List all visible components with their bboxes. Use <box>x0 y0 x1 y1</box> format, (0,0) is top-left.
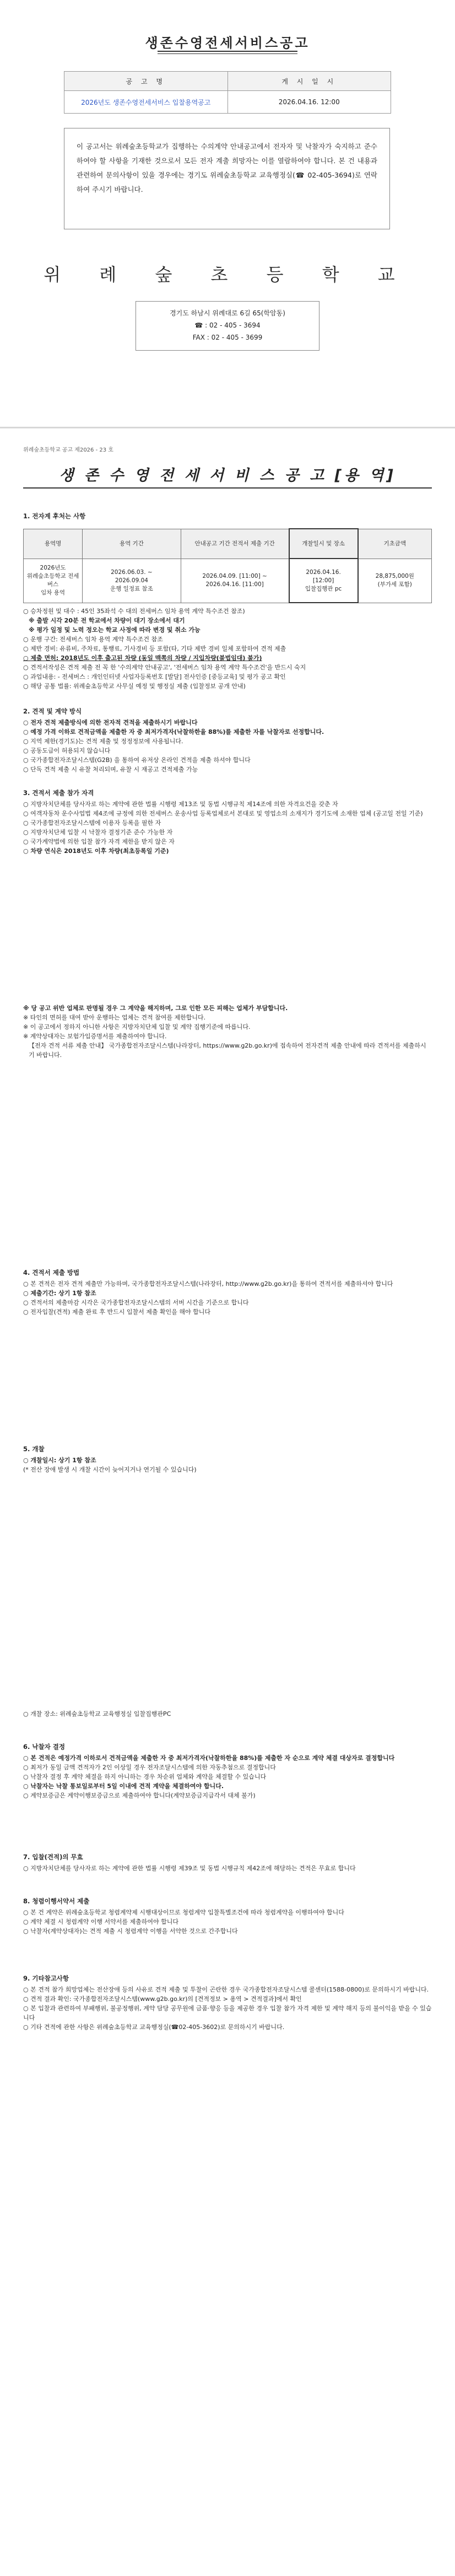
s6-line: ○ 계약보증금은 계약이행보증금으로 제출하여야 합니다(계약보증금지급각서 대체 불가) <box>23 1792 256 1799</box>
cell-opening: 2026.04.16. [12:00] 입찰집행관 pc <box>289 559 358 603</box>
section-9-title: 9. 기타참고사항 <box>23 1974 69 1982</box>
title-underline-thin <box>158 53 297 54</box>
note-line: ○ 해당 공통 법률: 위례숲초등학교 사무실 예정 및 행정실 제출 (입찰정보 공개 안내) <box>23 683 246 690</box>
s4-line: ○ 견적서의 제출마감 시각은 국가종합전자조달시스템의 서버 시간을 기준으로 합니다 <box>23 1299 249 1306</box>
address: 경기도 하남시 위례대로 6길 65(학암동) <box>170 309 285 317</box>
s2-line: ○ 예정 가격 이하로 견적금액을 제출한 자 중 최저가격자(낙찰하한율 88%)를 제출한 자를 낙찰자로 선정합니다. <box>23 728 324 736</box>
s9-line: ○ 본 견적 참가 희망업체는 전산장애 등의 사유로 견적 제출 및 투찰이 곤란한 경우 국가종합전자조달시스템 콜센터(1588-0800)로 문의하시기 바랍니다. <box>23 1986 429 1993</box>
s8-line: ○ 낙찰자(계약상대자)는 견적 제출 시 청렴계약 이행을 서약한 것으로 간주합니다 <box>23 1928 238 1935</box>
section-3-title: 3. 견적서 제출 참가 자격 <box>23 789 94 797</box>
header-post-date: 게 시 일 시 <box>228 72 391 91</box>
section-4-title: 4. 견적서 제출 방법 <box>23 1269 80 1276</box>
s6-line: ○ 낙찰자는 낙찰 통보일로부터 5일 이내에 견적 계약을 체결하여야 합니다. <box>23 1783 224 1790</box>
s8-line: ○ 계약 체결 시 청렴계약 이행 서약서를 제출하여야 합니다 <box>23 1918 178 1925</box>
s4-line: ○ 본 견적은 전자 견적 제출만 가능하며, 국가종합전자조달시스템(나라장터, http://www.g2b.go.kr)을 통하여 견적서를 제출하셔야 합니다 <box>23 1280 393 1287</box>
s3-line: ○ 지방자치단체를 당사자로 하는 계약에 관한 법률 시행령 제13조 및 동법 시행규칙 제14조에 의한 자격요건을 갖춘 자 <box>23 801 338 808</box>
post-date: 2026.04.16. 12:00 <box>228 91 391 114</box>
section-separator <box>0 427 455 428</box>
section-7-body <box>23 1864 432 1873</box>
section-5-body <box>23 1456 432 1474</box>
s2-line: ○ 지역 제한(경기도)는 견적 제출 및 정정정보에 사용됩니다. <box>23 738 183 745</box>
s9-line: ○ 본 입찰과 관련하여 부패행위, 불공정행위, 계약 담당 공무원에 금품·향응 등을 제공한 경우 입찰 참가 자격 제한 및 계약 해지 등의 불이익을 받을 수 있습니다 <box>23 2005 432 2021</box>
doc-title-rule <box>23 487 432 489</box>
telephone: ☎ : 02 - 405 - 3694 <box>194 321 261 329</box>
contact-box <box>136 301 319 351</box>
cell-service-name: 2026년도 위례숲초등학교 전세버스 임차 용역 <box>24 559 83 603</box>
note-line: ○ 견적서작성은 견적 제출 전 꼭 한 '수의계약 안내공고', '전세버스 임차 용역 계약 특수조건'을 반드시 숙지 <box>23 664 306 671</box>
note-line: ○ 운행 구간: 전세버스 임차 용역 계약 특수조건 참조 <box>23 636 163 643</box>
note-line: ※ 평가 일정 및 노력 정오는 학교 사정에 따라 변경 및 취소 가능 <box>29 626 201 634</box>
s3-more-line: 【전자 견적 서류 제출 안내】 국가종합전자조달시스템(나라장터, https://www.g2b.go.kr)에 접속하여 전자견적 제출 안내에 따라 견적서를 제출하시기 바랍니다. <box>29 1042 426 1059</box>
header-notice-name: 공 고 명 <box>64 72 228 91</box>
s6-line: ○ 최저가 동일 금액 견적자가 2인 이상일 경우 전자조달시스템에 의한 자동추첨으로 결정합니다 <box>23 1764 276 1771</box>
section-3-body <box>23 799 432 856</box>
col-service-name: 용역명 <box>24 529 83 559</box>
school-name: 위 례 숲 초 등 학 교 <box>44 264 411 285</box>
s3-more-line: ※ 이 공고에서 정하지 아니한 사항은 지방자치단체 입찰 및 계약 집행기준에 따릅니다. <box>23 1023 251 1031</box>
section-3-more <box>23 1003 432 1060</box>
s9-line: ○ 견적 결과 확인: 국가종합전자조달시스템(www.g2b.go.kr)의 [견적정보 > 용역 > 견적결과]에서 확인 <box>23 1995 302 2003</box>
section-1-title: 1. 전자계 후처는 사항 <box>23 512 86 520</box>
notice-title: 생존수영전세서비스공고 <box>145 35 310 51</box>
section-2-title: 2. 견적 및 계약 방식 <box>23 707 82 715</box>
section-1-notes <box>23 607 432 691</box>
col-opening: 개찰일시 및 장소 <box>289 529 358 559</box>
col-base-price: 기초금액 <box>358 529 432 559</box>
section-4-body <box>23 1279 432 1317</box>
notice-body: 이 공고서는 위례숲초등학교가 집행하는 수의계약 안내공고에서 전자자 및 낙찰자가 숙지하고 준수하여야 할 사항을 기재한 것으로서 모든 전자 계출 희망자는 이를 열람하여야 합니다. 본 건 내용과 관련하여 문의사항이 있을 경우에는 경기도 위례숲초등학교 교육행정실(☎ 02-405-3694)로 연락하여 주시기 바랍니다. <box>64 128 390 229</box>
s9-line: ○ 기타 견적에 관한 사항은 위례숲초등학교 교육행정실(☎02-405-3602)로 문의하시기 바랍니다. <box>23 2024 285 2031</box>
cell-quote-period: 2026.04.09. [11:00] ~ 2026.04.16. [11:00] <box>181 559 289 603</box>
s2-line: ○ 단독 견적 제출 시 유찰 처리되며, 유찰 시 재공고 견적제출 가능 <box>23 766 198 773</box>
section-7-title: 7. 입찰(견적)의 무효 <box>23 1853 83 1861</box>
s5-line: ○ 개찰일시: 상기 1항 참조 <box>23 1457 96 1464</box>
s3-more-line: ※ 당 공고 위반 업체로 판명될 경우 그 계약을 해지하며, 그로 인한 모든 피해는 업체가 부담합니다. <box>23 1005 288 1012</box>
note-line: ○ 제출 면허: 2018년도 이후 출고된 차량 (동일 맥쪽의 차량 / 지입차량(불법임대) 불가) <box>23 654 262 662</box>
s3-more-line: ※ 타인의 면허를 대여 받아 운행하는 업체는 견적 참여를 제한합니다. <box>23 1014 206 1021</box>
s5-line: (* 전산 장애 발생 시 개찰 시간이 늦어지거나 연기될 수 있습니다) <box>23 1466 197 1473</box>
note-line: ※ 출발 시각 20분 전 학교에서 차량이 대기 장소에서 대기 <box>29 617 185 624</box>
s3-line: ○ 차량 연식은 2018년도 이후 차량(최초등록일 기준) <box>23 847 169 855</box>
s6-line: ○ 낙찰자 결정 후 계약 체결을 하지 아니하는 경우 차순위 업체와 계약을 체결할 수 있습니다 <box>23 1773 267 1780</box>
cell-service-period: 2026.06.03. ~ 2026.09.04 운행 일정표 참조 <box>83 559 181 603</box>
opening-place: ○ 개찰 장소: 위례숲초등학교 교육행정실 입찰집행관PC <box>23 1710 171 1718</box>
s3-line: ○ 여객자동차 운수사업법 제4조에 규정에 의한 전세버스 운송사업 등록업체로서 본대로 및 영업소의 소재지가 경기도에 소재한 업체 (공고일 전일 기준) <box>23 810 423 817</box>
title-underline <box>158 51 297 52</box>
s4-line: ○ 전자입찰(견적) 제출 완료 후 반드시 입찰서 제출 확인을 해야 합니다 <box>23 1308 211 1316</box>
section-5-title: 5. 개찰 <box>23 1445 45 1453</box>
notice-summary-table <box>64 71 391 114</box>
cell-base-price: 28,875,000원 (부가세 포함) <box>358 559 432 603</box>
doc-title: 생 존 수 영 전 세 서 비 스 공 고 [용 역] <box>59 467 396 484</box>
fax: FAX : 02 - 405 - 3699 <box>192 334 263 341</box>
note-line: ○ 과업내용: - 전세버스 : 개인인터넷 사업자등록번호 [발달] 전사인증 [중등교육] 및 평가 공고 확인 <box>23 673 286 680</box>
bid-info-table <box>23 528 432 603</box>
col-service-period: 용역 기간 <box>83 529 181 559</box>
s3-line: ○ 국가종합전자조달시스템에 이용자 등록을 필한 자 <box>23 819 161 827</box>
s2-line: ○ 공동도급이 허용되지 않습니다 <box>23 747 111 754</box>
s2-line: ○ 전자 견적 제출방식에 의한 전자적 견적을 제출하시기 바랍니다 <box>23 719 198 726</box>
notice-name-link[interactable]: 2026년도 생존수영전세서비스 입찰용역공고 <box>64 91 228 114</box>
s4-line: ○ 제출기간: 상기 1항 참조 <box>23 1290 96 1297</box>
note-line: ○ 승차정원 및 대수 : 45인 35좌석 수 대의 전세버스 임차 용역 계약 특수조건 참조) <box>23 608 245 615</box>
s3-line: ○ 국가계약법에 의한 입찰 참가 자격 제한을 받지 않은 자 <box>23 838 175 845</box>
s2-line: ○ 국가종합전자조달시스템(G2B) 을 통하여 유저상 온라인 견적을 제출 하셔야 합니다 <box>23 756 251 764</box>
col-quote-period: 안내공고 기간 전적서 제출 기간 <box>181 529 289 559</box>
s6-line: ○ 본 견적은 예정가격 이하로서 견적금액을 제출한 자 중 최저가격자(낙찰하한율 88%)를 제출한 자 순으로 계약 체결 대상자로 결정합니다 <box>23 1754 395 1762</box>
s7-line: ○ 지방자치단체를 당사자로 하는 계약에 관한 법률 시행령 제39조 및 동법 시행규칙 제42조에 해당하는 견적은 무효로 합니다 <box>23 1865 356 1872</box>
section-9-body <box>23 1985 432 2032</box>
s3-more-line: ※ 계약상대자는 보험가입증명서를 제출하여야 합니다. <box>23 1033 167 1040</box>
note-line: ○ 제반 경비: 유류비, 주차료, 통행료, 기사경비 등 포함(타, 기타 제반 경비 일체 포함하여 견적 제출 <box>23 645 286 652</box>
section-8-title: 8. 청렴이행서약서 제출 <box>23 1897 90 1905</box>
section-6-body <box>23 1753 432 1800</box>
s3-line: ○ 지방자치단체 입찰 시 낙찰자 결정기준 준수 가능한 자 <box>23 829 173 836</box>
doc-number: 위례숲초등학교 공고 제2026 - 23 호 <box>23 447 113 453</box>
section-8-body <box>23 1908 432 1936</box>
section-6-title: 6. 낙찰자 결정 <box>23 1743 65 1751</box>
s8-line: ○ 본 건 계약은 위례숲초등학교 청렴계약제 시행대상이므로 청렴계약 입찰특별조건에 따라 청렴계약을 이행하여야 합니다 <box>23 1909 344 1916</box>
section-2-body <box>23 718 432 774</box>
